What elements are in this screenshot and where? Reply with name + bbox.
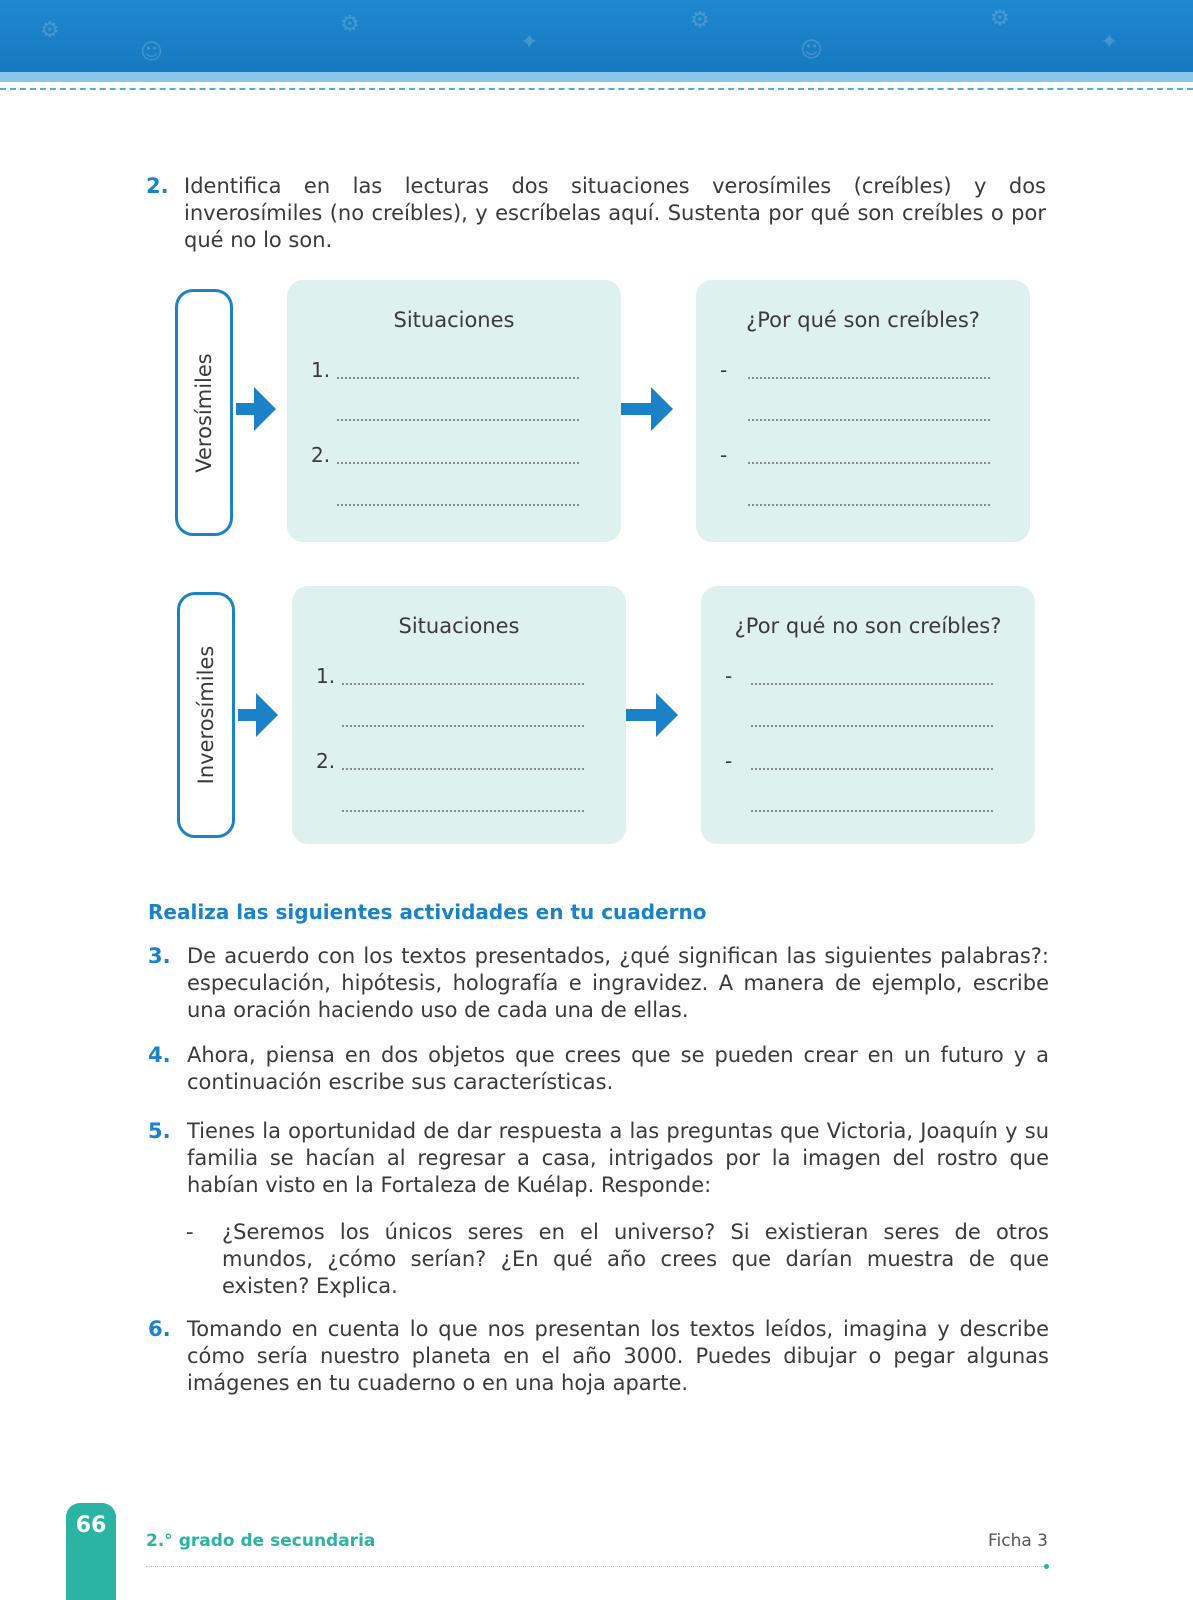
answer-line[interactable] (337, 377, 579, 379)
answer-line[interactable] (337, 504, 579, 506)
activity-4-number: 4. (148, 1043, 171, 1067)
answer-line[interactable] (342, 683, 584, 685)
inverosimiles-no-creibles-panel (701, 586, 1035, 844)
star-doodle-icon: ✦ (1100, 30, 1119, 55)
arrow-right-icon (626, 693, 680, 737)
footer-grade: 2.° grado de secundaria (146, 1531, 376, 1551)
activity-3-number: 3. (148, 944, 171, 968)
footer-dot (1044, 1564, 1049, 1569)
activity-6-text: Tomando en cuenta lo que nos presentan los textos leídos, imagina y describe cómo sería nuestro planeta en el año 3000. Puedes dibujar o pegar algunas imágenes en tu cuaderno o en una hoja aparte. (187, 1317, 1049, 1395)
verosimiles-creibles-title: ¿Por qué son creíbles? (746, 308, 980, 332)
activity-6-number: 6. (148, 1317, 171, 1341)
footer-ficha: Ficha 3 (987, 1531, 1048, 1551)
verosimiles-item-1-label: 1. (311, 358, 331, 382)
header-strip (0, 72, 1193, 82)
answer-line[interactable] (748, 504, 990, 506)
header-dashed-rule (0, 88, 1193, 90)
verosimiles-bullet-2: - (720, 443, 728, 467)
smile-doodle-icon: ☺ (800, 38, 823, 63)
answer-line[interactable] (748, 462, 990, 464)
activity-5-bullet: - (186, 1220, 194, 1244)
arrow-right-icon (236, 387, 278, 431)
activity-3-text: De acuerdo con los textos presentados, ¿qué significan las siguientes palabras?: especulación, hipótesis, holografía e ingravidez. A manera de ejemplo, escribe una oración haciendo uso de cada una de ellas. (187, 944, 1049, 1022)
verosimiles-situaciones-title: Situaciones (393, 308, 515, 332)
answer-line[interactable] (751, 725, 993, 727)
inverosimiles-situaciones-title: Situaciones (398, 614, 520, 638)
answer-line[interactable] (337, 419, 579, 421)
footer-rule (146, 1566, 1046, 1567)
verosimiles-situaciones-panel (287, 280, 621, 542)
verosimiles-creibles-panel (696, 280, 1030, 542)
answer-line[interactable] (342, 810, 584, 812)
answer-line[interactable] (337, 462, 579, 464)
answer-line[interactable] (342, 725, 584, 727)
section-heading: Realiza las siguientes actividades en tu cuaderno (148, 900, 707, 924)
inverosimiles-item-2-label: 2. (316, 749, 336, 773)
inverosimiles-label-box (177, 592, 235, 838)
header-banner (0, 0, 1193, 72)
activity-4-text: Ahora, piensa en dos objetos que crees que se pueden crear en un futuro y a continuación escribe sus características. (187, 1043, 1049, 1094)
activity-5-number: 5. (148, 1119, 171, 1143)
inverosimiles-item-1-label: 1. (316, 664, 336, 688)
page-number: 66 (75, 1513, 107, 1538)
answer-line[interactable] (751, 683, 993, 685)
question-2-text: Identifica en las lecturas dos situaciones verosímiles (creíbles) y dos inverosímiles (no creíbles), y escríbelas aquí. Sustenta por qué son creíbles o por qué no lo son. (184, 174, 1046, 252)
answer-line[interactable] (751, 768, 993, 770)
page-number-tab (66, 1503, 116, 1600)
inverosimiles-label: Inverosímiles (194, 645, 218, 785)
question-2-number: 2. (146, 174, 169, 198)
smile-doodle-icon: ☺ (140, 40, 163, 65)
verosimiles-label: Verosímiles (192, 352, 216, 473)
answer-line[interactable] (342, 768, 584, 770)
verosimiles-bullet-1: - (720, 358, 728, 382)
gear-doodle-icon: ⚙ (340, 12, 360, 37)
arrow-right-icon (621, 387, 675, 431)
arrow-right-icon (238, 693, 280, 737)
answer-line[interactable] (751, 810, 993, 812)
inverosimiles-bullet-2: - (725, 749, 733, 773)
star-doodle-icon: ✦ (520, 30, 539, 55)
activity-5-subquestion-text: ¿Seremos los únicos seres en el universo? Si existieran seres de otros mundos, ¿cómo serían? ¿En qué año crees que darían muestra de que existen? Explica. (222, 1220, 1049, 1298)
gear-doodle-icon: ⚙ (40, 18, 60, 43)
answer-line[interactable] (748, 419, 990, 421)
gear-doodle-icon: ⚙ (690, 8, 710, 33)
verosimiles-item-2-label: 2. (311, 443, 331, 467)
inverosimiles-bullet-1: - (725, 664, 733, 688)
verosimiles-label-box (175, 289, 233, 536)
inverosimiles-no-creibles-title: ¿Por qué no son creíbles? (734, 614, 1002, 638)
gear-doodle-icon: ⚙ (990, 6, 1010, 31)
activity-5-text: Tienes la oportunidad de dar respuesta a las preguntas que Victoria, Joaquín y su familia se hacían al regresar a casa, intrigados por la imagen del rostro que habían visto en la Fortaleza de Kuélap. Responde: (187, 1119, 1049, 1197)
inverosimiles-situaciones-panel (292, 586, 626, 844)
answer-line[interactable] (748, 377, 990, 379)
